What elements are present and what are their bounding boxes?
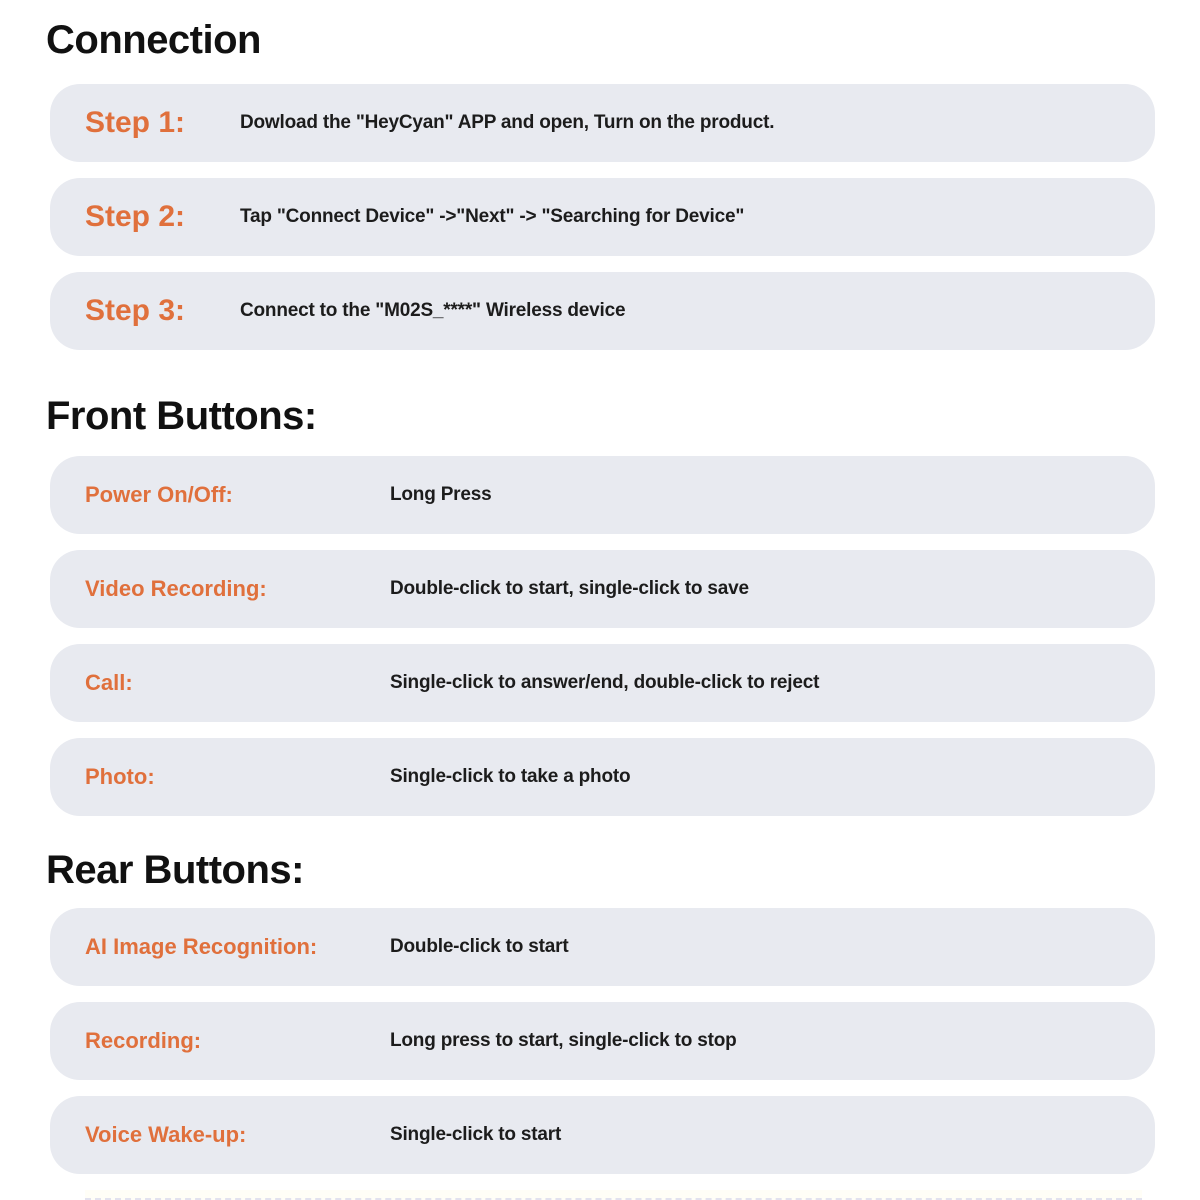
step-row-2 bbox=[50, 178, 1155, 256]
step-row-1 bbox=[50, 84, 1155, 162]
photo-text: Single-click to take a photo bbox=[390, 766, 631, 787]
ai-image-recognition-text: Double-click to start bbox=[390, 936, 569, 957]
step-2-text: Tap "Connect Device" ->"Next" -> "Searching for Device" bbox=[240, 206, 745, 227]
rear-row-voice-wake-up bbox=[50, 1096, 1155, 1174]
ai-image-recognition-label: AI Image Recognition: bbox=[85, 934, 318, 959]
step-1-text: Dowload the "HeyCyan" APP and open, Turn on the product. bbox=[240, 112, 775, 133]
section-heading-rear-buttons: Rear Buttons: bbox=[46, 848, 304, 892]
call-label: Call: bbox=[85, 670, 133, 695]
power-on-off-label: Power On/Off: bbox=[85, 482, 233, 507]
rear-row-recording bbox=[50, 1002, 1155, 1080]
video-recording-text: Double-click to start, single-click to save bbox=[390, 578, 749, 599]
connection-steps-list bbox=[0, 84, 1200, 350]
video-recording-label: Video Recording: bbox=[85, 576, 267, 601]
rear-row-ai-image-recognition bbox=[50, 908, 1155, 986]
front-row-call bbox=[50, 644, 1155, 722]
step-3-text: Connect to the "M02S_****" Wireless device bbox=[240, 300, 626, 321]
rear-buttons-list bbox=[0, 908, 1200, 1174]
step-2-label: Step 2: bbox=[85, 200, 186, 233]
recording-text: Long press to start, single-click to stop bbox=[390, 1030, 737, 1051]
step-row-3 bbox=[50, 272, 1155, 350]
voice-wake-up-label: Voice Wake-up: bbox=[85, 1122, 247, 1147]
step-1-label: Step 1: bbox=[85, 106, 186, 139]
bottom-divider bbox=[85, 1190, 1142, 1200]
step-3-label: Step 3: bbox=[85, 294, 186, 327]
photo-label: Photo: bbox=[85, 764, 155, 789]
power-on-off-text: Long Press bbox=[390, 484, 492, 505]
call-text: Single-click to answer/end, double-click to reject bbox=[390, 672, 820, 693]
recording-label: Recording: bbox=[85, 1028, 202, 1053]
section-heading-connection: Connection bbox=[46, 18, 261, 62]
front-row-power bbox=[50, 456, 1155, 534]
front-row-photo bbox=[50, 738, 1155, 816]
front-row-video-recording bbox=[50, 550, 1155, 628]
voice-wake-up-text: Single-click to start bbox=[390, 1124, 562, 1145]
front-buttons-list bbox=[0, 456, 1200, 816]
section-heading-front-buttons: Front Buttons: bbox=[46, 394, 317, 438]
